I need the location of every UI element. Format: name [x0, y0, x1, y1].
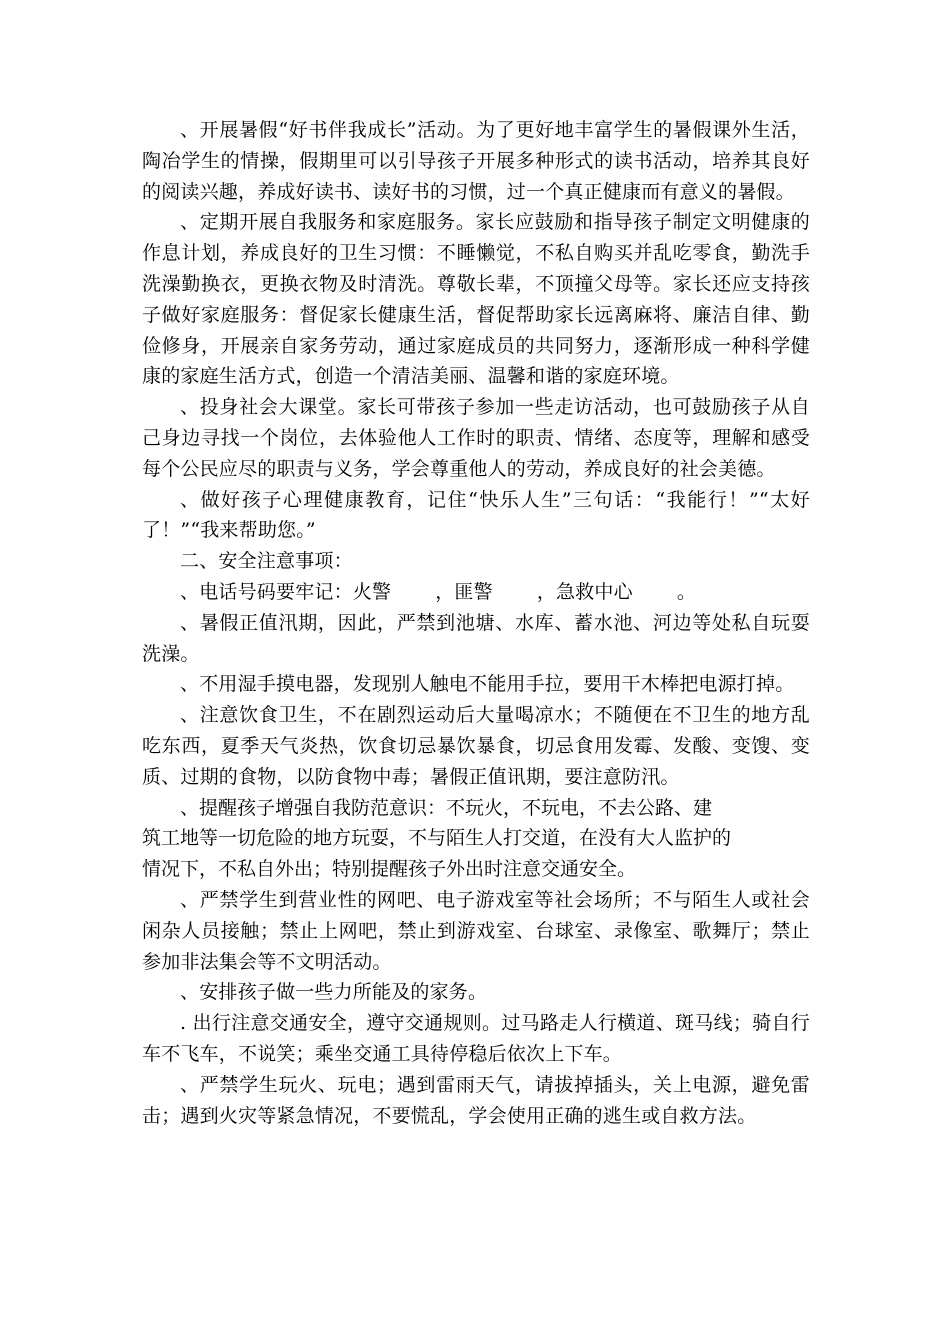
document-body	[142, 115, 810, 1131]
paragraph-flood-season: 、暑假正值汛期，因此，严禁到池塘、水库、蓄水池、河边等处私自玩耍洗澡。	[142, 611, 810, 665]
paragraph-line: 筑工地等一切危险的地方玩耍，不与陌生人打交道，在没有大人监护的	[142, 827, 732, 850]
paragraph-fire-thunder: 、严禁学生玩火、玩电；遇到雷雨天气，请拔掉插头，关上电源，避免雷击；遇到火灾等紧急情况，不要慌乱，学会使用正确的逃生或自救方法。	[142, 1073, 810, 1127]
phone-fire-label: 、电话号码要牢记：火警	[180, 580, 392, 603]
paragraph-food-hygiene: 、注意饮食卫生，不在剧烈运动后大量喝凉水；不随便在不卫生的地方乱吃东西，夏季天气炎热，饮食切忌暴饮暴食，切忌食用发霉、发酸、变馊、变质、过期的食物，以防食物中毒；暑假正值讯期，要注意防汛。	[142, 704, 810, 788]
phone-police-label: ，匪警	[435, 580, 493, 603]
paragraph-social-classroom: 、投身社会大课堂。家长可带孩子参加一些走访活动，也可鼓励孩子从自己身边寻找一个岗位，去体验他人工作时的职责、情绪、态度等，理解和感受每个公民应尽的职责与义务，学会尊重他人的劳动，养成良好的社会美德。	[142, 396, 810, 480]
paragraph-phone-numbers	[142, 577, 810, 608]
section-heading-safety: 二、安全注意事项：	[180, 550, 353, 573]
paragraph-housework: 、安排孩子做一些力所能及的家务。	[180, 981, 488, 1004]
paragraph-summer-reading: 、开展暑假“好书伴我成长”活动。为了更好地丰富学生的暑假课外生活，陶冶学生的情操，假期里可以引导孩子开展多种形式的读书活动，培养其良好的阅读兴趣，养成好读书、读好书的习惯，过一个真正健康而有意义的暑假。	[142, 119, 810, 203]
phone-emergency-label: ，急救中心	[536, 580, 633, 603]
paragraph-line: 、提醒孩子增强自我防范意识：不玩火，不玩电，不去公路、建	[180, 796, 713, 819]
paragraph-traffic-safety: . 出行注意交通安全，遵守交通规则。过马路走人行横道、斑马线；骑自行车不飞车，不说笑；乘坐交通工具待停稳后依次上下车。	[142, 1012, 810, 1065]
paragraph-electric-safety: 、不用湿手摸电器，发现别人触电不能用手拉，要用干木棒把电源打掉。	[180, 673, 795, 696]
phone-end-mark: 。	[676, 580, 697, 603]
paragraph-mental-health: 、做好孩子心理健康教育，记住“快乐人生”三句话：“我能行！”“太好了！”“我来帮助您。”	[142, 488, 810, 542]
paragraph-self-service: 、定期开展自我服务和家庭服务。家长应鼓励和指导孩子制定文明健康的作息计划，养成良好的卫生习惯：不睡懒觉，不私自购买并乱吃零食，勤洗手洗澡勤换衣，更换衣物及时清洗。尊敬长辈，不顶撞父母等。家长还应支持孩子做好家庭服务：督促家长健康生活，督促帮助家长远离麻将、廉洁自律、勤俭修身，开展亲自家务劳动，通过家庭成员的共同努力，逐渐形成一种科学健康的家庭生活方式，创造一个清洁美丽、温馨和谐的家庭环境。	[142, 211, 810, 388]
paragraph-self-protection	[142, 793, 810, 885]
paragraph-internet-cafe: 、严禁学生到营业性的网吧、电子游戏室等社会场所；不与陌生人或社会闲杂人员接触；禁止上网吧，禁止到游戏室、台球室、录像室、歌舞厅；禁止参加非法集会等不文明活动。	[142, 888, 810, 973]
paragraph-line: 情况下，不私自外出；特别提醒孩子外出时注意交通安全。	[142, 858, 637, 881]
